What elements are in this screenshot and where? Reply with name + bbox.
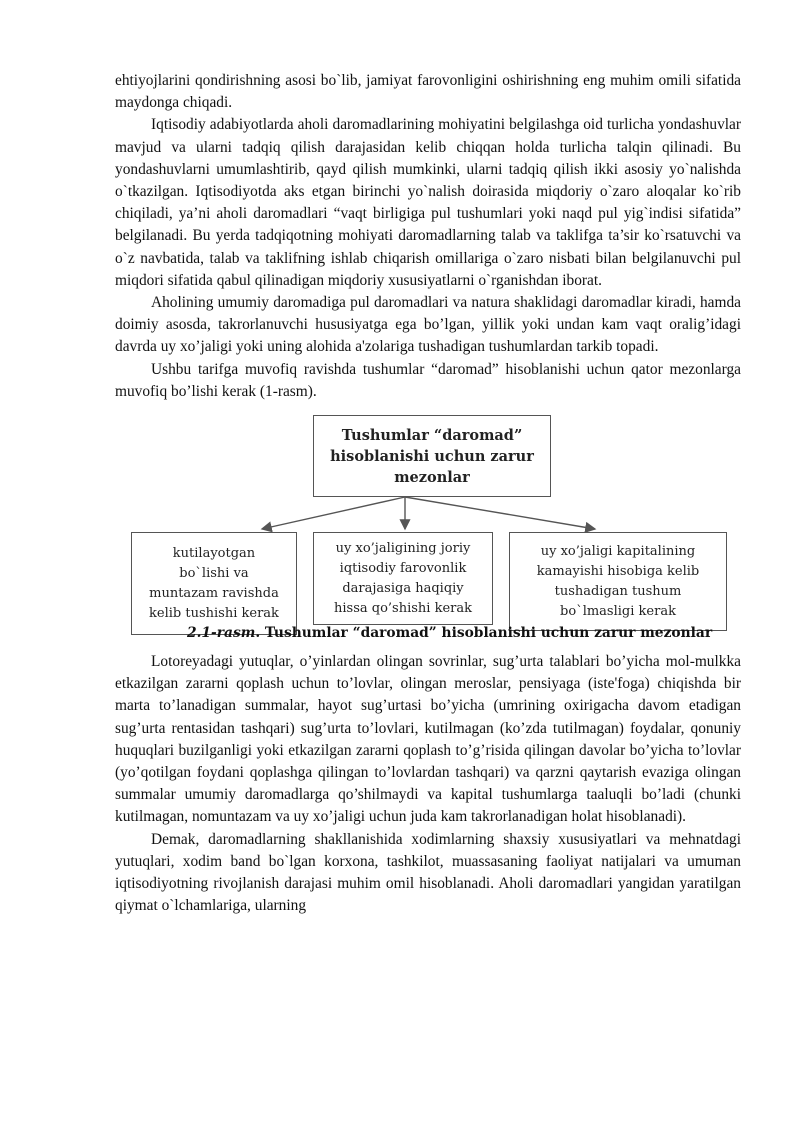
paragraph: Iqtisodiy adabiyotlarda aholi daromadlarining mohiyatini belgilashga oid turlicha yondashuvlar mavjud va ularni tadqiq qilish darajasidan kelib chiqqan holda turlicha talqin qilinadi. Bu yondashuvlarni umumlashtirib, qayd qilish mumkinki, ularni tadqiq qilish ikki asosiy yo`nalishda o`tkazilgan. Iqtisodiyotda aks etgan birinchi yo`nalish doirasida miqdoriy o`zaro aloqalar ko`rib chiqiladi, ya’ni aholi daromadlari “vaqt birligiga pul tushumlari yoki naqd pul yig`indisi sifatida” belgilanadi. Bu yerda tadqiqotning mohiyati daromadlarning talab va taklifga ta’sir ko`rsatuvchi va o`z navbatida, talab va taklifning ishlab chiqarish omillariga o`zaro nisbati bilan belgilanuvchi pul miqdori sifatida qabul qilinadigan miqdoriy xususiyatlarni o`rganishdan iborat. xyxy=(115,116,741,289)
criterion-box-1 xyxy=(131,532,297,635)
diagram-top-label: Tushumlar “daromad” hisoblanishi uchun zarur mezonlar xyxy=(330,426,534,486)
paragraph: Lotoreyadagi yutuqlar, o’yinlardan olingan sovrinlar, sug’urta talablari bo’yicha mol-mulkka etkazilgan zararni qoplash uchun to’lovlar, olingan meroslar, pensiyaga (iste'foga) chiqishda bir marta to’lanadigan summalar, hayot sug’urtasi bo’yicha (umrining oxirigacha davom etadigan sug’urta rentasidan tashqari) sug’urta to’lovlari, kutilmagan (ko’zda tutilmagan) foydalar, qonuniy huquqlari buzilganligi yoki etkazilgan zararni qoplash to’g’risida qilingan davolar bo’yicha to’lovlar (yo’qotilgan foydani qoplashga qilingan to’lovlardan tashqari) va qarzni qaytarish evaziga olingan summalar umumiy daromadlarga qo’shilmaydi va kapital tushumlarga taaluqli bo’ladi (chunki kutilmagan, nomuntazam va uy xo’jaligi uchun juda kam takrorlanadigan holat hisoblanadi). xyxy=(115,653,741,826)
paragraph: Aholining umumiy daromadiga pul daromadlari va natura shaklidagi daromadlar kiradi, hamda doimiy asosda, takrorlanuvchi hususiyatga ega bo’lgan, yillik yoki undan kam vaqt oralig’idagi davrda uy xo’jaligi yoki uning alohida a'zolariga tushadigan tushumlardan tarkib topadi. xyxy=(115,294,741,356)
connector-arrow xyxy=(405,497,595,529)
criterion-box-2 xyxy=(313,532,493,625)
criteria-diagram xyxy=(115,415,741,647)
figure-caption xyxy=(187,622,712,644)
paragraph: Demak, daromadlarning shakllanishida xodimlarning shaxsiy xususiyatlari va mehnatdagi yutuqlari, xodim band bo`lgan korxona, tashkilot, muassasaning faoliyat natijalari va umuman iqtisodiyotning rivojlanish darajasi muhim omil hisoblanadi. Aholi daromadlari yangidan yaratilgan qiymat o`lchamlariga, ularning xyxy=(115,830,741,915)
caption-number: 2.1-rasm xyxy=(187,625,256,642)
criterion-label: kutilayotgan bo`lishi va muntazam ravishda kelib tushishi kerak xyxy=(149,545,279,621)
document-page xyxy=(115,70,741,917)
diagram-top-box xyxy=(313,415,551,497)
criterion-label: uy xo’jaligi kapitalining kamayishi hisobiga kelib tushadigan tushum bo`lmasligi kerak xyxy=(536,543,700,619)
criterion-label: uy xo’jaligining joriy iqtisodiy farovonlik darajasiga haqiqiy hissa qo’shishi kerak xyxy=(334,540,472,616)
paragraph: ehtiyojlarini qondirishning asosi bo`lib, jamiyat farovonligini oshirishning eng muhim omili sifatida maydonga chiqadi. xyxy=(115,72,741,112)
caption-text: . Tushumlar “daromad” hisoblanishi uchun zarur mezonlar xyxy=(255,625,713,642)
paragraph: Ushbu tarifga muvofiq ravishda tushumlar “daromad” hisoblanishi uchun qator mezonlarga muvofiq bo’lishi kerak (1-rasm). xyxy=(115,360,741,400)
connector-arrow xyxy=(262,497,405,529)
criterion-box-3 xyxy=(509,532,727,631)
